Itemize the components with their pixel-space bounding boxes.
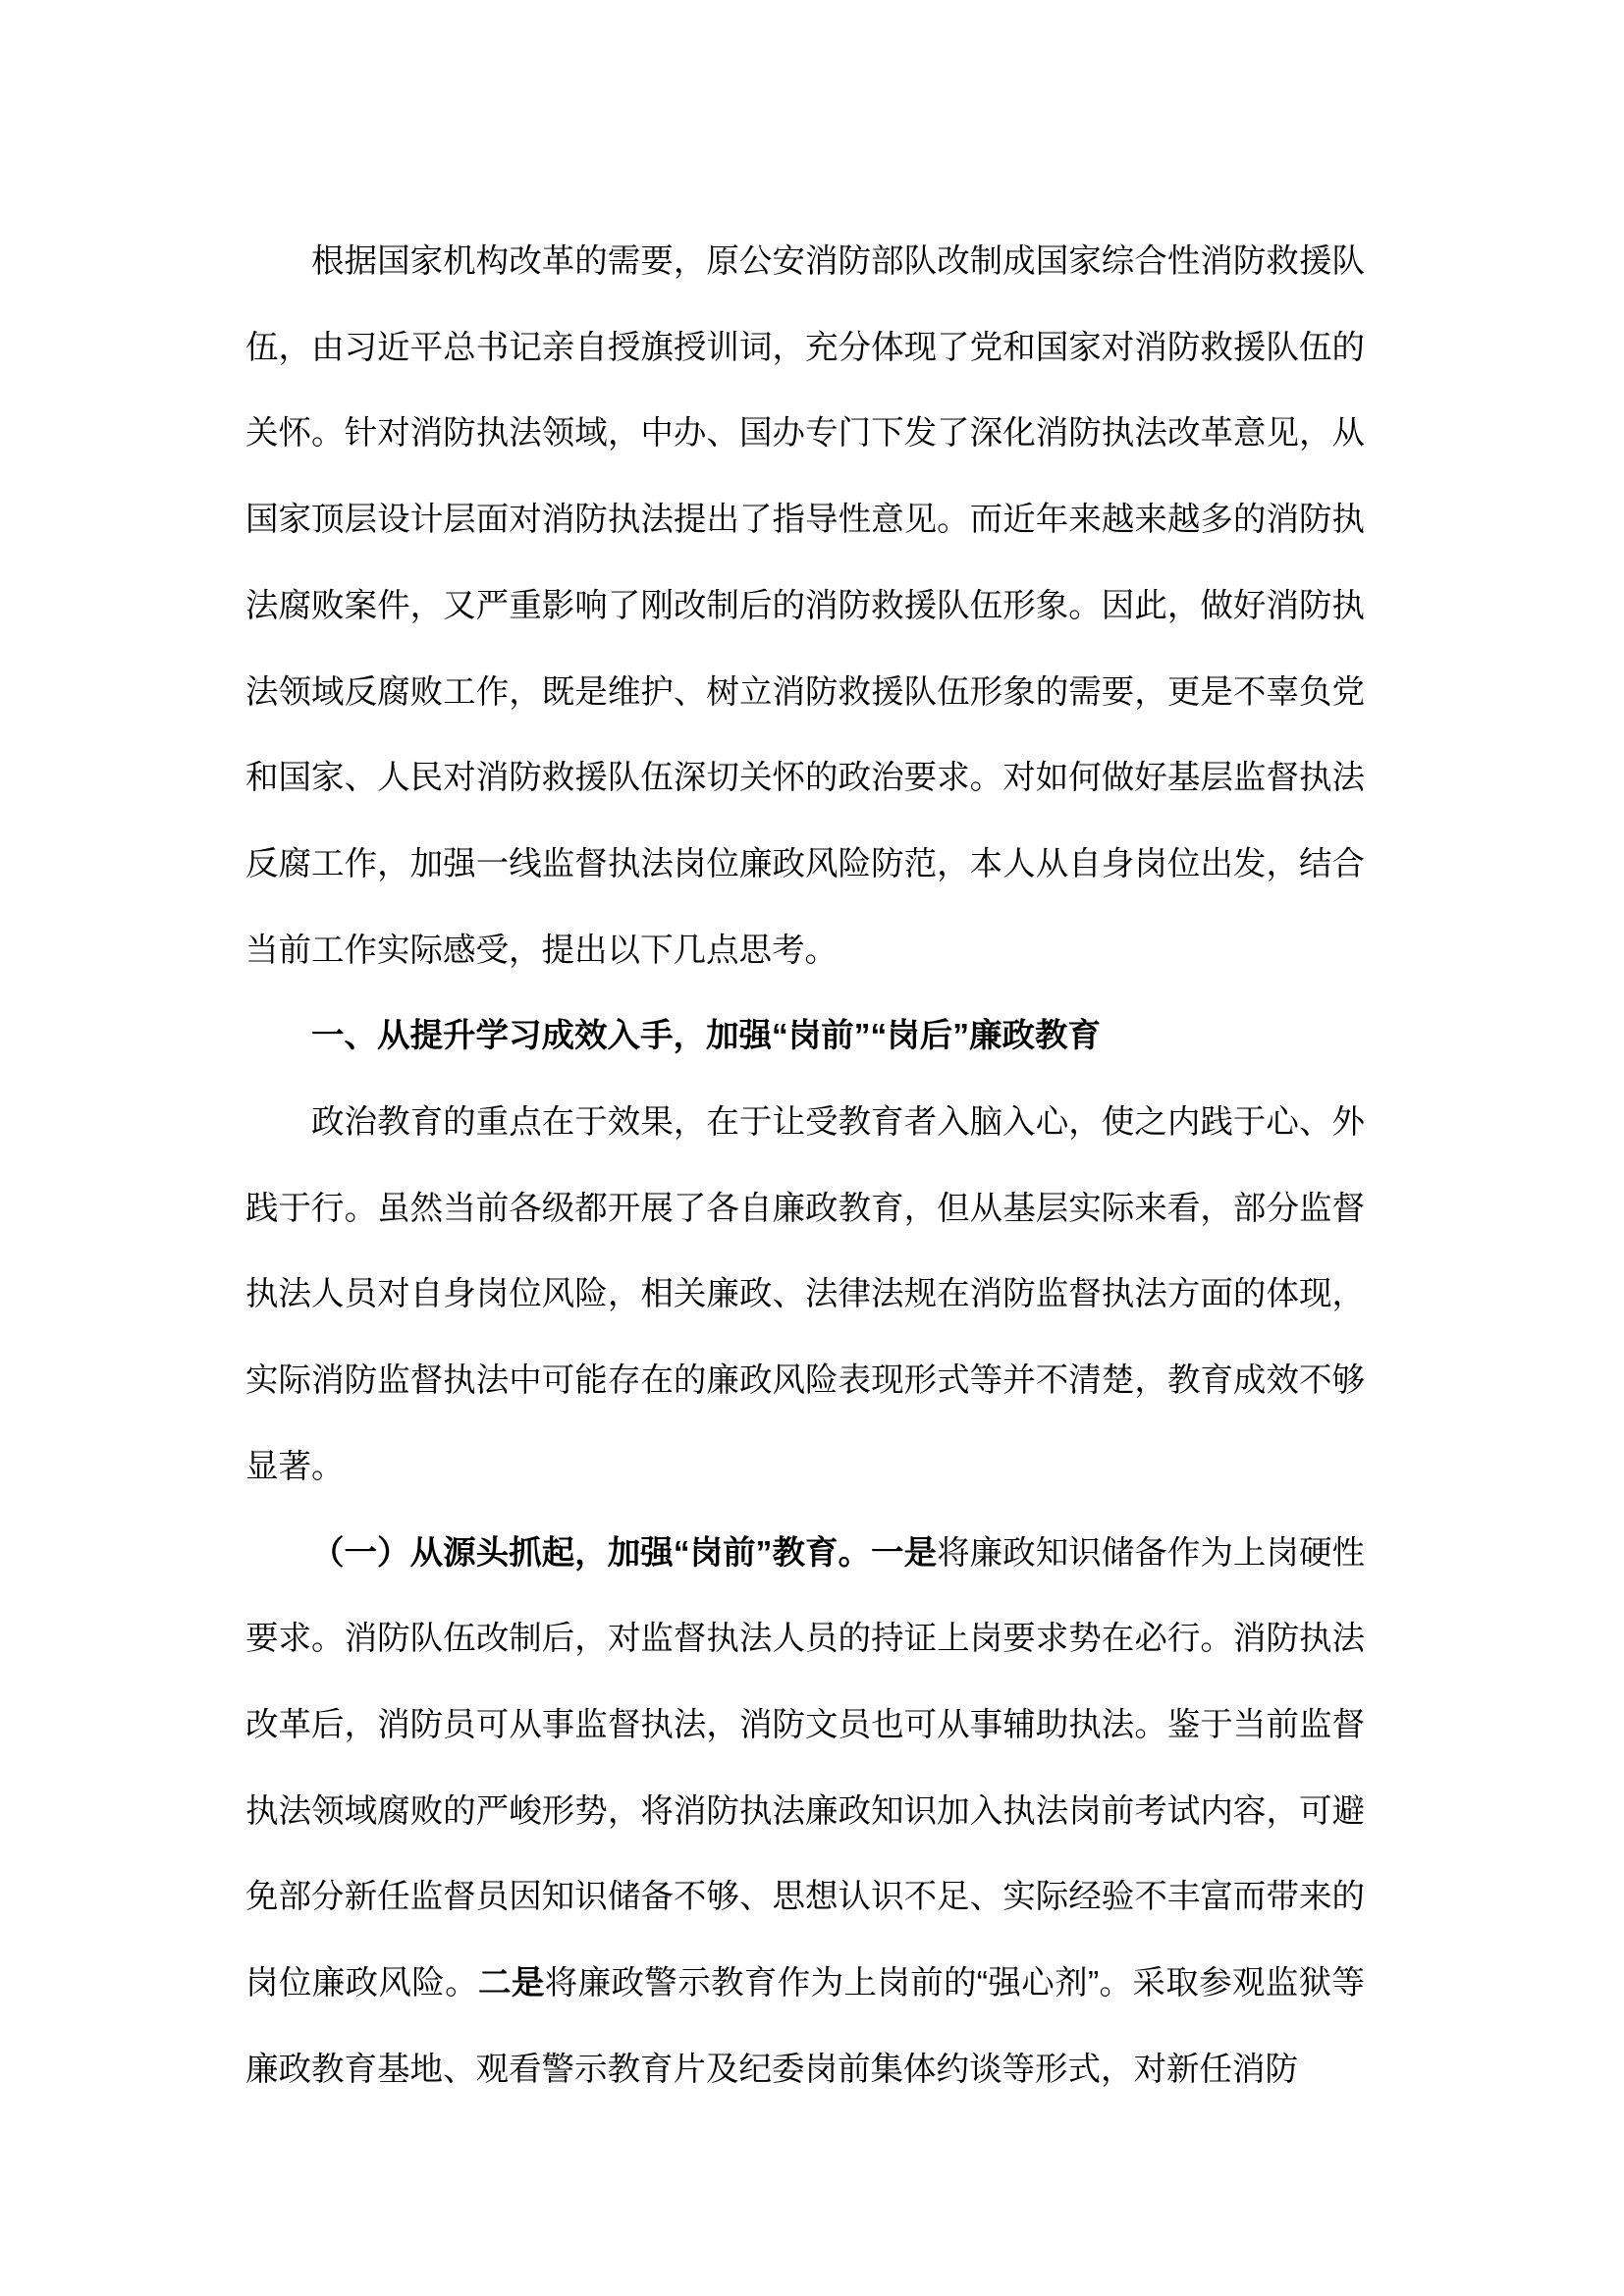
text-run: 将廉政警示教育作为上岗前的“强心剂”。采取参观监狱等廉政教育基地、观看警示教育片及纪委岗前集体约谈等形式，对新任消防 (245, 1965, 1366, 2088)
bold-text-run: 二是 (478, 1965, 545, 2002)
section-heading (245, 993, 1365, 1080)
bold-text-run: （一）从源头抓起，加强“岗前”教育。一是 (311, 1534, 938, 1572)
body-paragraph (245, 1080, 1365, 1511)
document-content (245, 219, 1365, 2112)
text-run: 根据国家机构改革的需要，原公安消防部队改制成国家综合性消防救援队伍，由习近平总书记亲自授旗授训词，充分体现了党和国家对消防救援队伍的关怀。针对消防执法领域，中办、国办专门下发了深化消防执法改革意见，从国家顶层设计层面对消防执法提出了指导性意见。而近年来越来越多的消防执法腐败案件，又严重影响了刚改制后的消防救援队伍形象。因此，做好消防执法领域反腐败工作，既是维护、树立消防救援队伍形象的需要，更是不辜负党和国家、人民对消防救援队伍深切关怀的政治要求。对如何做好基层监督执法反腐工作，加强一线监督执法岗位廉政风险防范，本人从自身岗位出发，结合当前工作实际感受，提出以下几点思考。 (245, 243, 1365, 969)
text-run: 将廉政知识储备作为上岗硬性要求。消防队伍改制后，对监督执法人员的持证上岗要求势在必行。消防执法改革后，消防员可从事监督执法，消防文员也可从事辅助执法。鉴于当前监督执法领域腐败的严峻形势，将消防执法廉政知识加入执法岗前考试内容，可避免部分新任监督员因知识储备不够、思想认识不足、实际经验不丰富而带来的岗位廉政风险。 (245, 1534, 1365, 2002)
text-run: 政治教育的重点在于效果，在于让受教育者入脑入心，使之内践于心、外践于行。虽然当前各级都开展了各自廉政教育，但从基层实际来看，部分监督执法人员对自身岗位风险，相关廉政、法律法规在消防监督执法方面的体现，实际消防监督执法中可能存在的廉政风险表现形式等并不清楚，教育成效不够显著。 (245, 1104, 1365, 1485)
bold-text-run: 一、从提升学习成效入手，加强“岗前”“岗后”廉政教育 (311, 1018, 1101, 1055)
body-paragraph (245, 1511, 1365, 2113)
body-paragraph (245, 219, 1365, 993)
